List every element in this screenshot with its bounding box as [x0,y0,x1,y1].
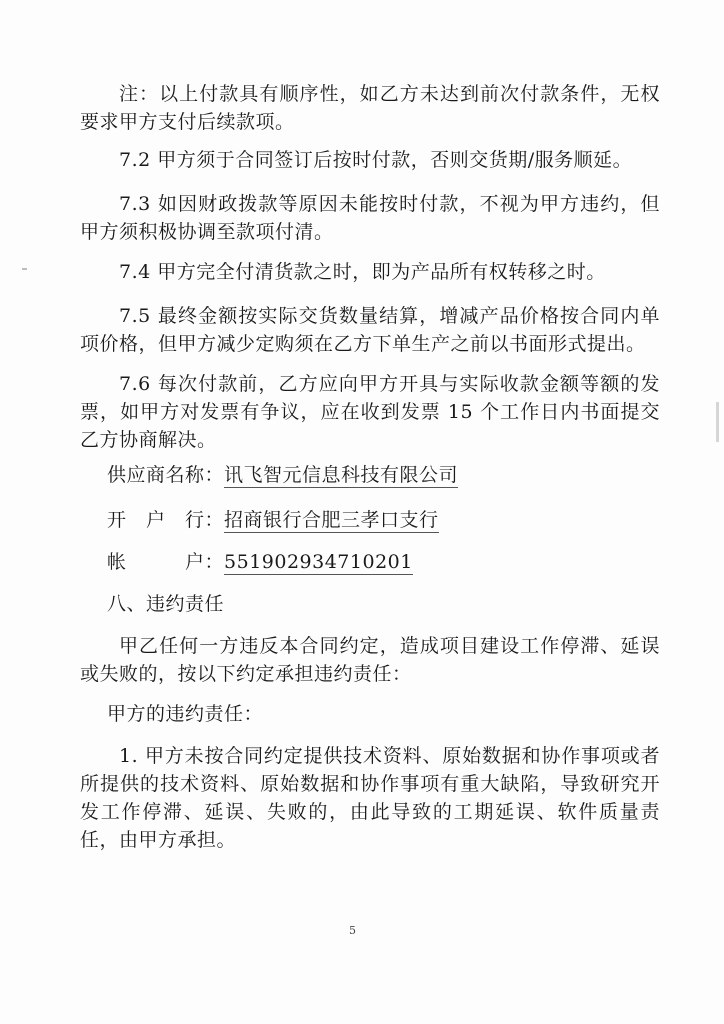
scan-edge-mark [716,402,719,442]
payment-order-note: 注：以上付款具有顺序性，如乙方未达到前次付款条件，无权要求甲方支付后续款项。 [80,83,660,133]
supplier-name-label: 供应商名称： [107,464,225,486]
clause-7-5: 7.5 最终金额按实际交货数量结算，增减产品价格按合同内单项价格，但甲方减少定购须在乙方下单生产之前以书面形式提出。 [80,305,660,355]
supplier-name-value: 讯飞智元信息科技有限公司 [224,464,459,486]
party-a-liability-heading: 甲方的违约责任： [107,703,264,725]
page-number: 5 [349,924,356,937]
clause-7-4: 7.4 甲方完全付清货款之时，即为产品所有权转移之时。 [119,261,606,283]
clause-7-3: 7.3 如因财政拨款等原因未能按时付款，不视为甲方违约，但甲方须积极协调至款项付清。 [80,193,660,243]
bank-row [107,506,439,534]
account-value: 551902934710201 [224,551,413,573]
supplier-name-row [107,461,458,489]
scan-speck [22,268,27,270]
bank-value: 招商银行合肥三孝口支行 [224,509,439,531]
bank-label: 开 户 行： [107,509,225,531]
section-8-intro: 甲乙任何一方违反本合同约定，造成项目建设工作停滞、延误或失败的，按以下约定承担违约责任： [80,635,660,685]
party-a-liability-item-1: 1. 甲方未按合同约定提供技术资料、原始数据和协作事项或者所提供的技术资料、原始数据和协作事项有重大缺陷，导致研究开发工作停滞、延误、失败的，由此导致的工期延误、软件质量责任，由甲方承担。 [80,745,660,851]
clause-7-2: 7.2 甲方须于合同签订后按时付款，否则交货期/服务顺延。 [119,149,633,171]
section-8-heading: 八、违约责任 [107,593,225,615]
account-label: 帐 户： [107,551,225,573]
account-row [107,548,413,576]
clause-7-6: 7.6 每次付款前，乙方应向甲方开具与实际收款金额等额的发票，如甲方对发票有争议，应在收到发票 15 个工作日内书面提交乙方协商解决。 [80,373,660,451]
